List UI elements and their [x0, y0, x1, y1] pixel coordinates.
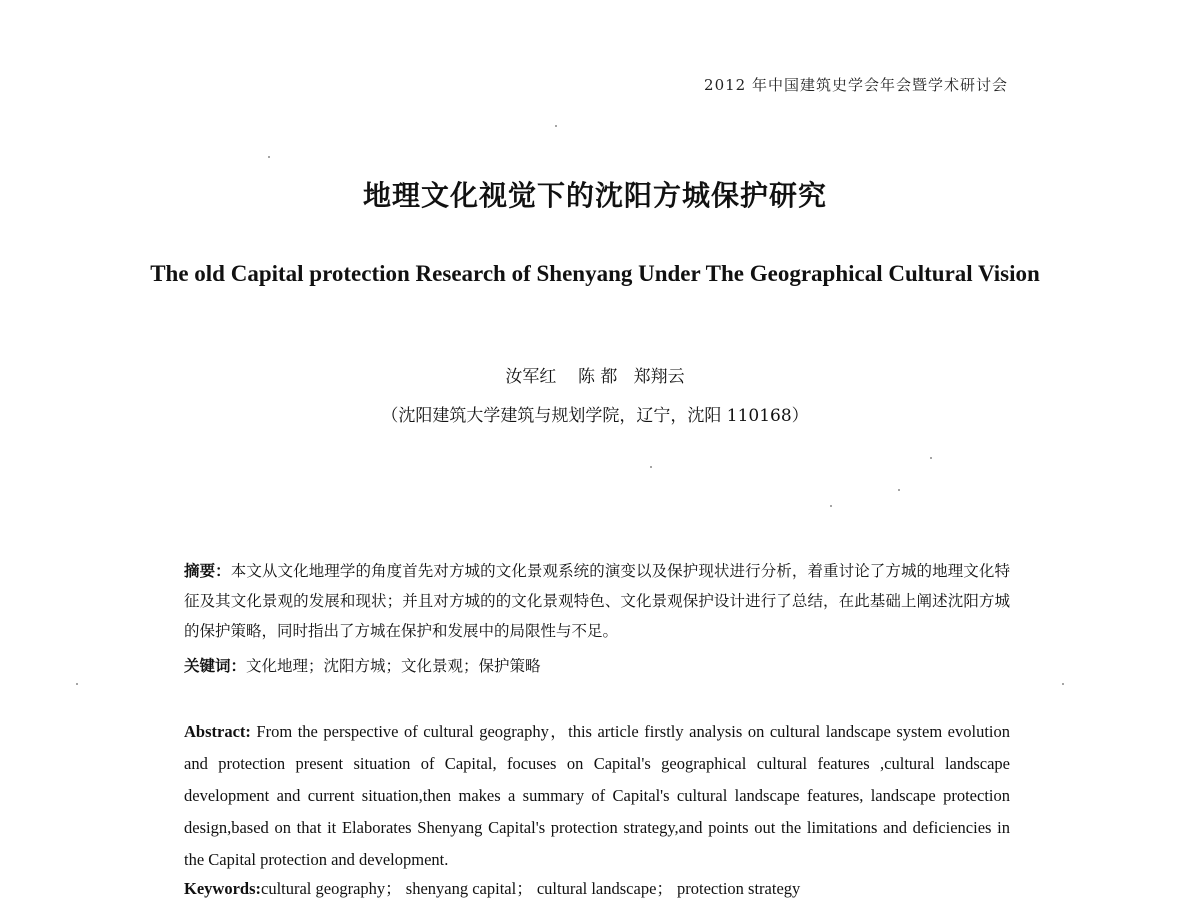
title-chinese: 地理文化视觉下的沈阳方城保护研究 — [362, 179, 827, 212]
scan-speck — [555, 125, 557, 127]
abstract-chinese-label: 摘要： — [184, 562, 231, 580]
keywords-chinese-label: 关键词： — [184, 657, 247, 675]
author-affiliation: （沈阳建筑大学建筑与规划学院，辽宁，沈阳 110168） — [381, 406, 809, 426]
scan-speck — [76, 683, 78, 685]
scan-speck — [898, 489, 900, 491]
abstract-chinese-text: 本文从文化地理学的角度首先对方城的文化景观系统的演变以及保护现状进行分析，着重讨论了方城的地理文化特征及其文化景观的发展和现状；并且对方城的的文化景观特色、文化景观保护设计进行了总结，在此基础上阐述沈阳方城的保护策略，同时指出了方城在保护和发展中的局限性与不足。 — [184, 562, 1010, 640]
scan-speck — [830, 505, 832, 507]
abstract-english — [184, 716, 1010, 876]
conference-header: 2012 年中国建筑史学会年会暨学术研讨会 — [704, 76, 1008, 94]
keywords-english — [184, 874, 1010, 904]
keywords-english-label: Keywords: — [184, 879, 261, 898]
abstract-english-text: From the perspective of cultural geography，this article firstly analysis on cultural landscape system evolution and protection present situation of Capital, focuses on Capital's geographical cultural features ,cultural landscape development and current situation,then makes a summary of Capital's cultural landscape features, landscape protection design,based on that it Elaborates Shenyang Capital's protection strategy,and points out the limitations and deficiencies in the Capital protection and development. — [184, 722, 1010, 869]
scan-speck — [650, 466, 652, 468]
keywords-chinese-text: 文化地理；沈阳方城；文化景观；保护策略 — [246, 657, 541, 675]
keywords-chinese — [184, 651, 1010, 681]
keywords-english-text: cultural geography； shenyang capital； cultural landscape； protection strategy — [261, 879, 801, 898]
scan-speck — [930, 457, 932, 459]
title-english: The old Capital protection Research of Shenyang Under The Geographical Cultural Vision — [150, 261, 1040, 286]
author-names: 汝军红 陈 都 郑翔云 — [505, 367, 685, 387]
abstract-english-label: Abstract: — [184, 722, 251, 741]
scan-speck — [268, 156, 270, 158]
scan-speck — [1062, 683, 1064, 685]
abstract-chinese — [184, 556, 1010, 646]
